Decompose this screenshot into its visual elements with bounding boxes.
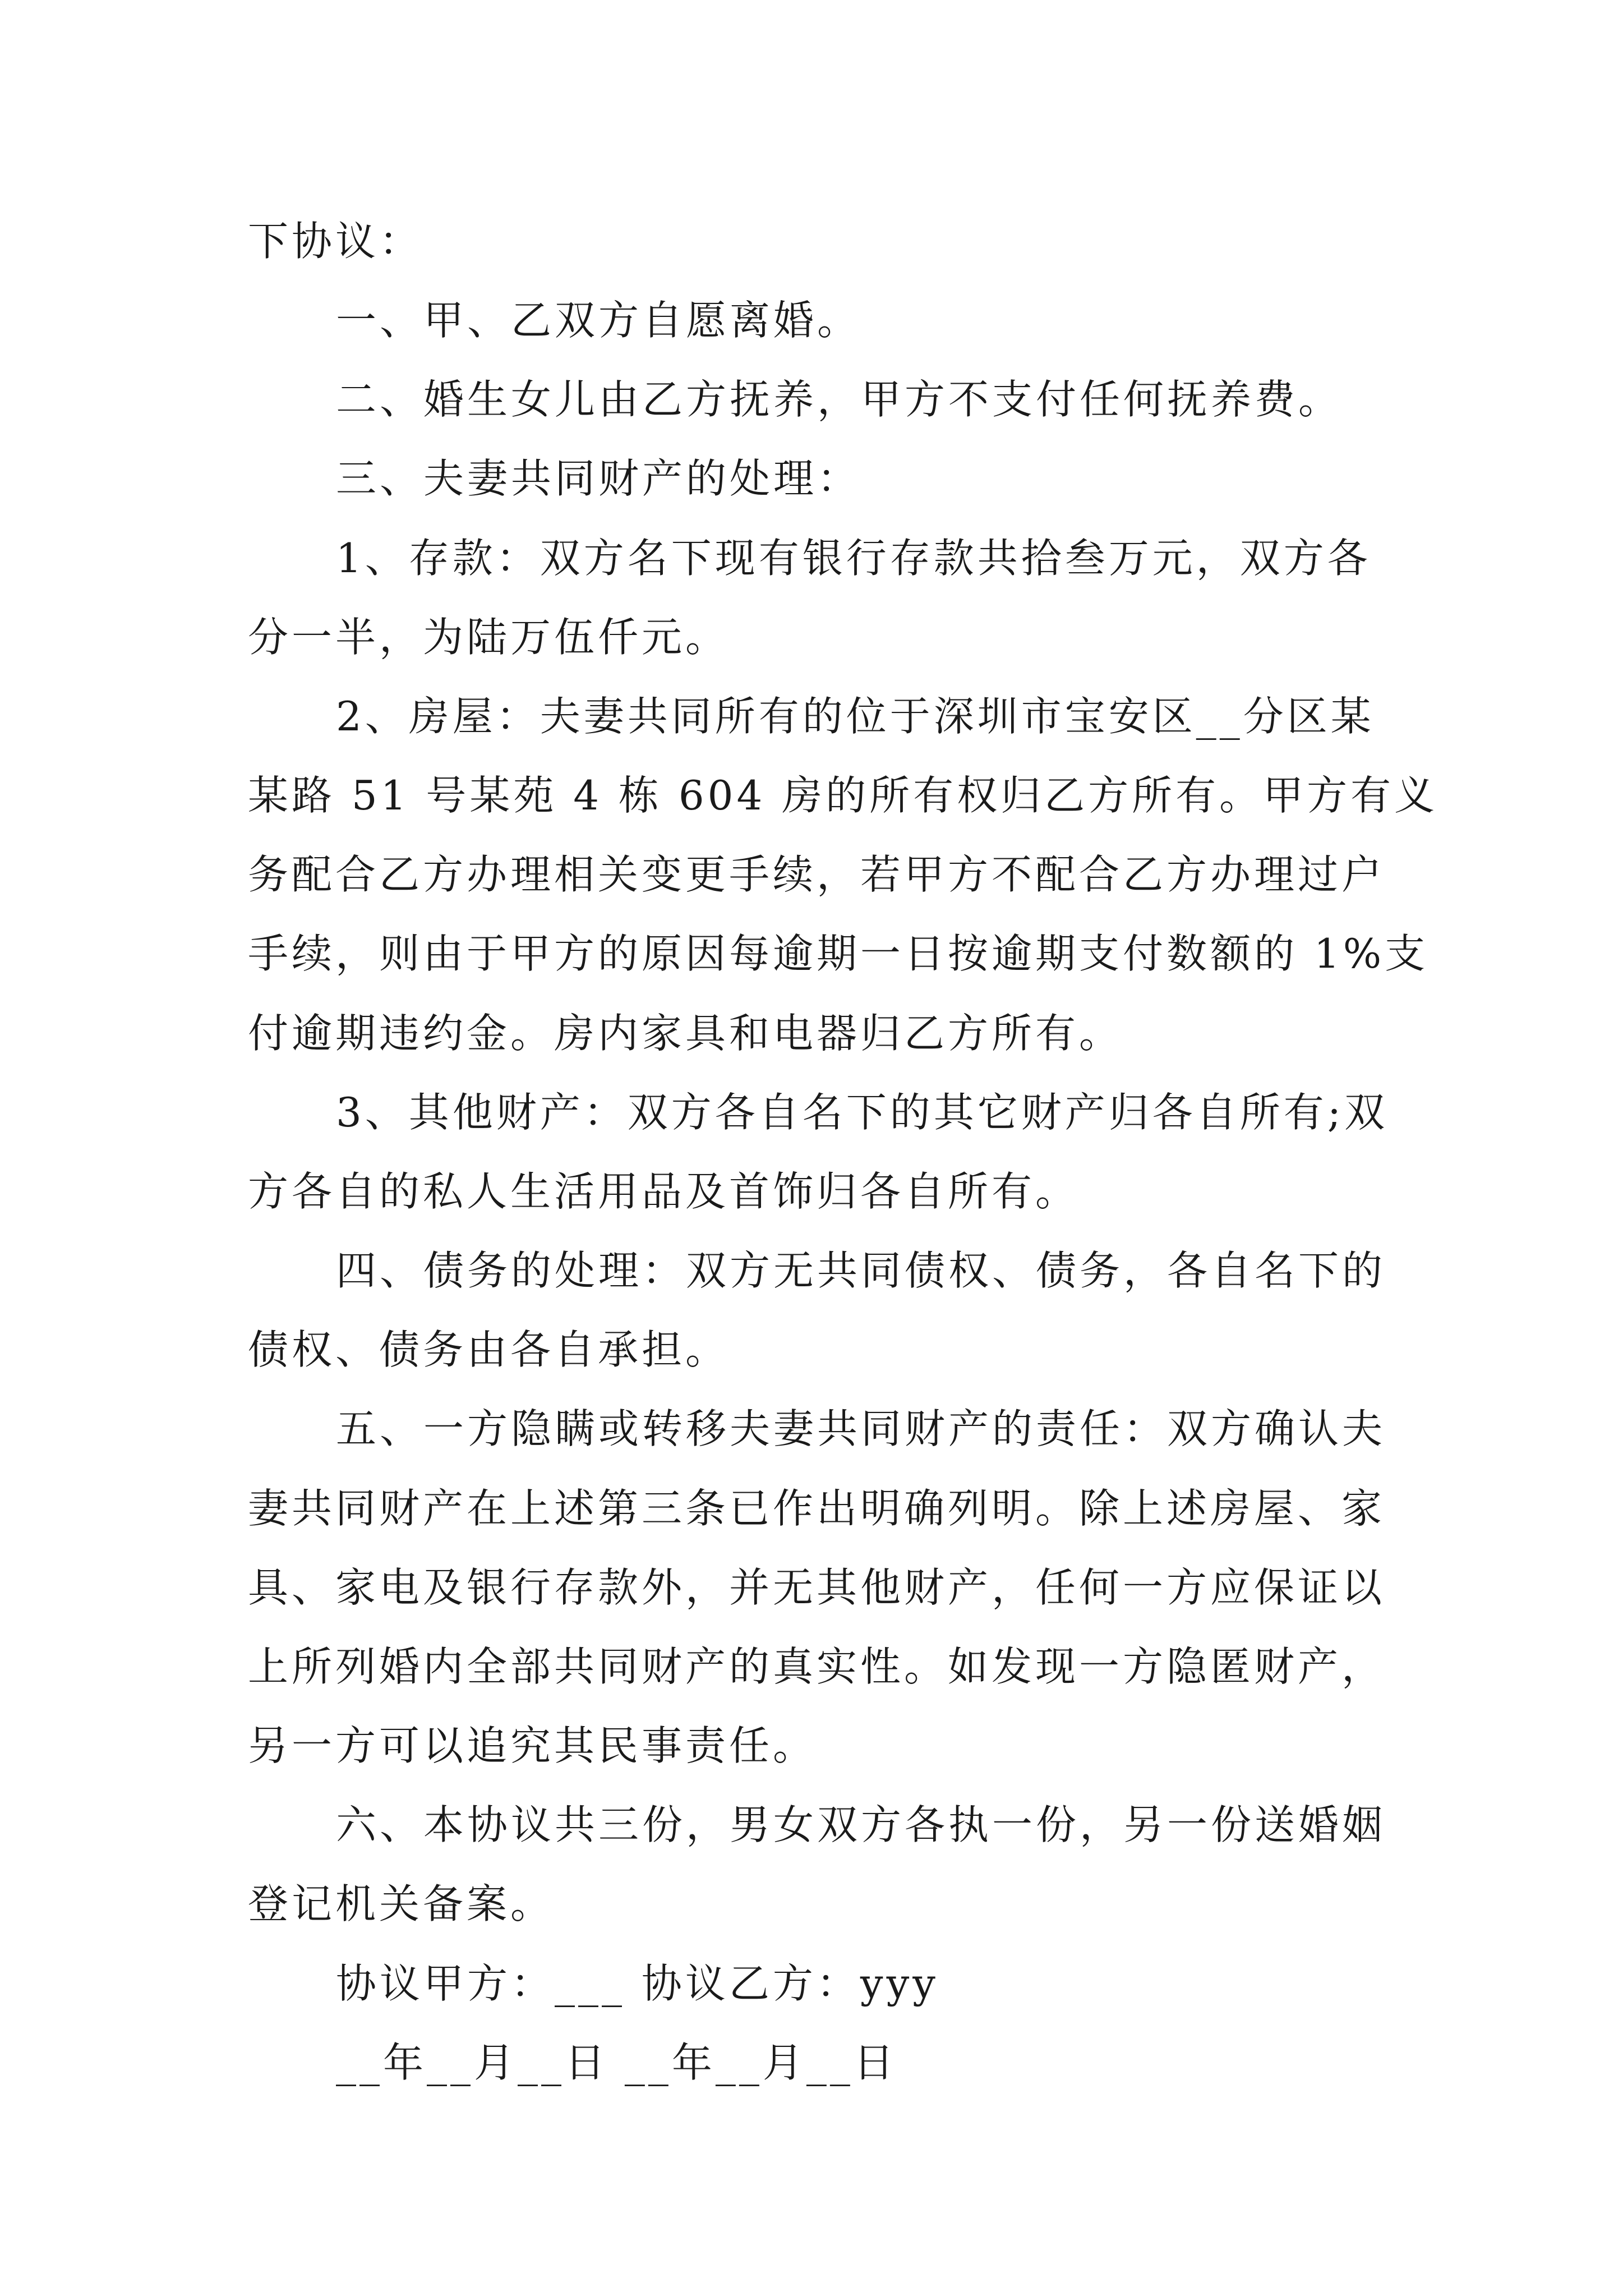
text-line: 二、婚生女儿由乙方抚养，甲方不支付任何抚养费。 (336, 376, 1343, 423)
text-line: 登记机关备案。 (248, 1880, 555, 1927)
text-line: 务配合乙方办理相关变更手续，若甲方不配合乙方办理过户 (248, 851, 1386, 898)
text-line: 四、债务的处理：双方无共同债权、债务，各自名下的 (336, 1247, 1386, 1294)
text-line: 付逾期违约金。房内家具和电器归乙方所有。 (248, 1010, 1123, 1057)
text-line: 方各自的私人生活用品及首饰归各自所有。 (248, 1168, 1080, 1215)
text-line: 上所列婚内全部共同财产的真实性。如发现一方隐匿财产， (248, 1643, 1386, 1690)
text-line: 债权、债务由各自承担。 (248, 1326, 730, 1373)
text-line: 3、其他财产：双方各自名下的其它财产归各自所有;双 (336, 1089, 1389, 1136)
signature-line: 协议甲方：___ 协议乙方：yyy (336, 1960, 939, 2007)
text-line: 六、本协议共三份，男女双方各执一份，另一份送婚姻 (336, 1801, 1386, 1848)
text-line: 具、家电及银行存款外，并无其他财产，任何一方应保证以 (248, 1564, 1386, 1611)
text-line: 另一方可以追究其民事责任。 (248, 1722, 817, 1769)
text-line: 手续，则由于甲方的原因每逾期一日按逾期支付数额的 1%支 (248, 930, 1429, 977)
text-line: 一、甲、乙双方自愿离婚。 (336, 297, 861, 344)
text-line: 分一半，为陆万伍仟元。 (248, 614, 730, 661)
text-line: 某路 51 号某苑 4 栋 604 房的所有权归乙方所有。甲方有义 (248, 772, 1438, 819)
date-line: __年__月__日 __年__月__日 (336, 2039, 897, 2086)
text-line: 下协议： (248, 218, 423, 265)
text-line: 1、存款：双方名下现有银行存款共拾叁万元，双方各 (336, 535, 1371, 582)
text-line: 妻共同财产在上述第三条已作出明确列明。除上述房屋、家 (248, 1485, 1386, 1532)
text-line: 三、夫妻共同财产的处理： (336, 455, 861, 502)
text-line: 2、房屋：夫妻共同所有的位于深圳市宝安区__分区某 (336, 693, 1375, 740)
text-line: 五、一方隐瞒或转移夫妻共同财产的责任：双方确认夫 (336, 1405, 1386, 1452)
